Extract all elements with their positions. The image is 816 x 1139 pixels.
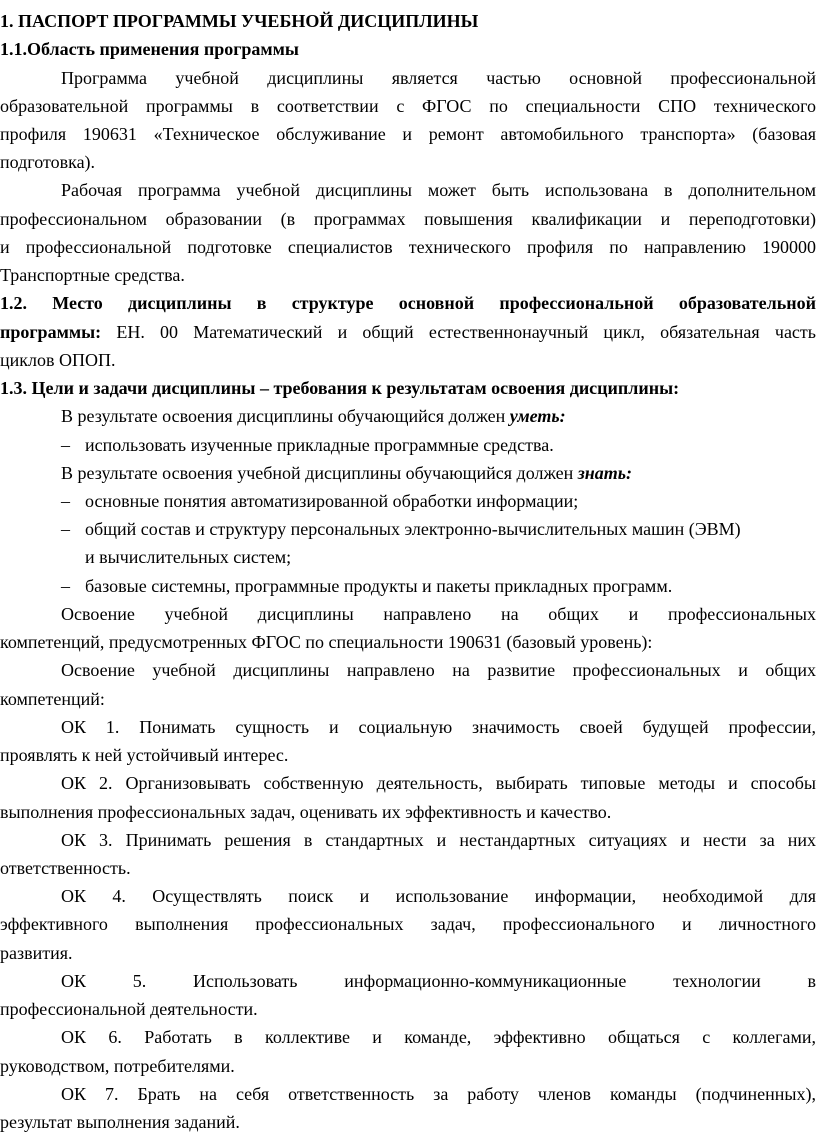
- competency-ok2-cont: выполнения профессиональных задач, оценивать их эффективность и качество.: [0, 801, 612, 822]
- competency-ok7: ОК 7. Брать на себя ответственность за работу членов команды (подчиненных),: [61, 1083, 816, 1104]
- paragraph-line: компетенций, предусмотренных ФГОС по специальности 190631 (базовый уровень):: [0, 632, 653, 653]
- paragraph-line: компетенций:: [0, 688, 105, 709]
- competency-ok5-cont: профессиональной деятельности.: [0, 999, 258, 1020]
- paragraph-line: Рабочая программа учебной дисциплины может быть использована в дополнительном: [61, 180, 816, 201]
- competency-ok4-cont: развития.: [0, 942, 73, 963]
- paragraph-line: и профессиональной подготовке специалистов технического профиля по направлению 190000: [0, 236, 816, 257]
- paragraph-line: образовательной программы в соответствии с ФГОС по специальности СПО технического: [0, 95, 816, 116]
- list-item: – основные понятия автоматизированной обработки информации;: [61, 490, 579, 511]
- list-item-continuation: и вычислительных систем;: [85, 547, 292, 568]
- competency-ok6-cont: руководством, потребителями.: [0, 1055, 235, 1076]
- list-item: – базовые системны, программные продукты и пакеты прикладных программ.: [61, 575, 673, 596]
- competency-ok2: ОК 2. Организовывать собственную деятельность, выбирать типовые методы и способы: [61, 773, 816, 794]
- competency-ok4: ОК 4. Осуществлять поиск и использование информации, необходимой для: [61, 886, 816, 907]
- section-1-heading: 1. ПАСПОРТ ПРОГРАММЫ УЧЕБНОЙ ДИСЦИПЛИНЫ: [0, 11, 479, 31]
- section-1-2-heading: 1.2. Место дисциплины в структуре основной профессиональной образовательной: [0, 293, 816, 314]
- section-1-2-line: программы: ЕН. 00 Математический и общий естественнонаучный цикл, обязательная часть: [0, 321, 816, 342]
- competency-ok1-cont: проявлять к ней устойчивый интерес.: [0, 745, 289, 765]
- paragraph-line: подготовка).: [0, 152, 96, 173]
- competency-ok5: ОК 5. Использовать информационно-коммуникационные технологии в: [61, 970, 816, 991]
- competency-ok3: ОК 3. Принимать решения в стандартных и нестандартных ситуациях и нести за них: [61, 829, 816, 850]
- section-1-2-line: циклов ОПОП.: [0, 349, 116, 370]
- list-item: – общий состав и структуру персональных электронно-вычислительных машин (ЭВМ): [61, 519, 741, 540]
- paragraph-line: Транспортные средства.: [0, 265, 185, 286]
- paragraph-line: Программа учебной дисциплины является частью основной профессиональной: [61, 67, 816, 88]
- list-item: – использовать изученные прикладные программные средства.: [61, 434, 554, 455]
- paragraph-line: профиля 190631 «Техническое обслуживание и ремонт автомобильного транспорта» (базовая: [0, 123, 816, 144]
- section-1-3-heading: 1.3. Цели и задачи дисциплины – требования к результатам освоения дисциплины:: [0, 378, 680, 398]
- competency-ok7-cont: результат выполнения заданий.: [0, 1112, 240, 1132]
- paragraph-line: Освоение учебной дисциплины направлено на общих и профессиональных: [61, 603, 816, 624]
- paragraph-line: профессиональном образовании (в программах повышения квалификации и переподготовки): [0, 208, 816, 229]
- competency-ok1: ОК 1. Понимать сущность и социальную значимость своей будущей профессии,: [61, 716, 816, 737]
- section-1-1-heading: 1.1.Область применения программы: [0, 39, 299, 60]
- umet-intro: В результате освоения дисциплины обучающийся должен уметь:: [61, 406, 566, 427]
- paragraph-line: Освоение учебной дисциплины направлено на развитие профессиональных и общих: [61, 660, 816, 681]
- competency-ok4-cont: эффективного выполнения профессиональных задач, профессионального и личностного: [0, 914, 816, 935]
- competency-ok6: ОК 6. Работать в коллективе и команде, эффективно общаться с коллегами,: [61, 1027, 816, 1048]
- competency-ok3-cont: ответственность.: [0, 857, 131, 878]
- znat-intro: В результате освоения учебной дисциплины обучающийся должен знать:: [61, 462, 633, 483]
